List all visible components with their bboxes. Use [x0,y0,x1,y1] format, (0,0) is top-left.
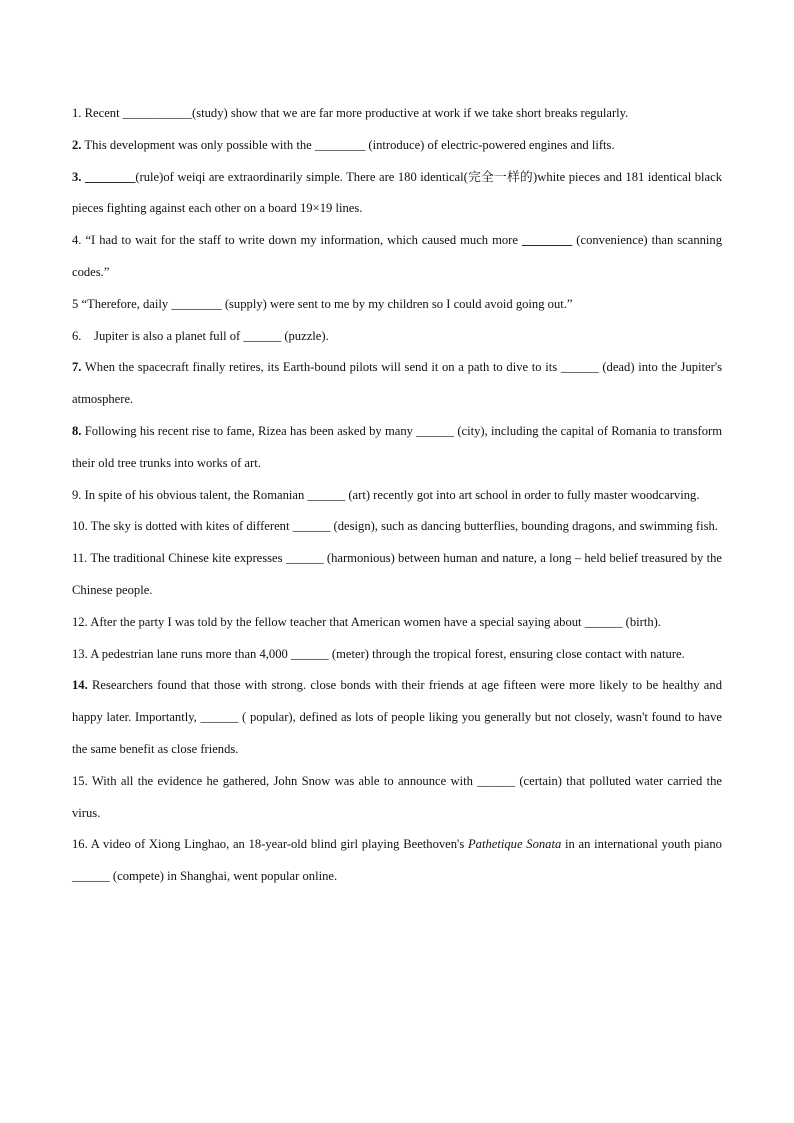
question-text: (harmonious) between human and nature, a long – held belief treasured by the Chinese people. [72,551,722,597]
question-text: (city), including the capital of Romania to transform their old tree trunks into works of art. [72,423,723,470]
question-11 [72,543,722,607]
question-number: 8. [72,423,82,438]
question-9 [72,480,722,512]
question-number: 12. [72,614,88,629]
question-text: (art) recently got into art school in order to fully master woodcarving. [345,487,700,502]
question-text: (design), such as dancing butterflies, bounding dragons, and swimming fish. [330,519,718,534]
question-text: (certain) that polluted water carried the virus. [72,773,723,820]
question-10 [72,511,722,543]
answer-blank[interactable]: ______ [477,773,515,788]
answer-blank[interactable]: ______ [200,710,239,725]
question-number: 5 [72,296,79,311]
question-text: The traditional Chinese kite expresses [90,551,286,566]
question-text: Researchers found that those with strong. close bonds with their friends at age fifteen were more likely to be healthy and happy later. Importantly, [72,678,722,725]
question-text: Following his recent rise to fame, Rizea has been asked by many [84,423,417,438]
answer-blank[interactable]: ______ [560,360,599,375]
question-text: (meter) through the tropical forest, ensuring close contact with nature. [328,646,685,661]
question-1 [72,98,722,130]
question-3 [72,162,722,226]
answer-blank[interactable]: ________ [314,137,366,152]
question-number: 7. [72,360,82,375]
answer-blank[interactable]: ______ [584,614,623,629]
work-title: Pathetique Sonata [467,837,562,852]
question-number: 11. [72,551,88,566]
question-text: A video of Xiong Linghao, an 18-year-old blind girl playing Beethoven's [90,837,468,852]
question-text: Recent [84,106,123,120]
question-16 [72,829,722,893]
question-text: (puzzle). [281,328,329,343]
question-text: (study) show that we are far more productive at work if we take short breaks regularly. [192,106,629,120]
question-4 [72,225,722,289]
question-8 [72,416,722,480]
question-text: “Therefore, daily [81,296,172,311]
question-number: 15. [72,773,88,788]
answer-blank[interactable]: ______ [290,646,329,661]
question-text: in an international youth piano [561,837,722,852]
question-text: “I had to wait for the staff to write down my information, which caused much more [85,233,522,248]
question-number: 4. [72,233,82,248]
answer-blank[interactable]: ______ [243,328,282,343]
question-text: ( popular), defined as lots of people liking you generally but not closely, wasn't found to have the same benefit as close friends. [72,710,722,756]
answer-blank[interactable]: ______ [285,551,324,566]
question-text: (convenience) than scanning codes.” [72,233,723,279]
question-text: A pedestrian lane runs more than 4,000 [90,646,291,661]
question-13 [72,639,722,671]
question-15 [72,766,722,830]
question-text: (rule)of weiqi are extraordinarily simple. There are 180 identical(完全一样的)white pieces and 181 identical black pieces fighting against each other on a board 19×19 lines. [72,169,722,216]
answer-blank[interactable]: ______ [292,519,331,534]
question-text: (dead) into the Jupiter's atmosphere. [72,360,723,407]
question-text: After the party I was told by the fellow teacher that American women have a special saying about [90,614,585,629]
question-text: (introduce) of electric-powered engines and lifts. [365,137,615,152]
question-6 [72,321,722,353]
answer-blank[interactable]: ______ [416,423,455,438]
question-text: When the spacecraft finally retires, its Earth-bound pilots will send it on a path to dive to its [84,360,561,375]
question-number: 10. [72,519,88,534]
question-7 [72,352,722,416]
question-text: In spite of his obvious talent, the Romanian [84,487,308,502]
question-5 [72,289,722,321]
question-number: 3. [72,169,82,184]
question-text: With all the evidence he gathered, John Snow was able to announce with [91,773,478,788]
question-text: The sky is dotted with kites of different [90,519,293,534]
question-text: (supply) were sent to me by my children so I could avoid going out.” [221,296,573,311]
question-number: 13. [72,646,88,661]
question-text: (compete) in Shanghai, went popular online. [109,869,338,884]
answer-blank[interactable]: ________ [84,169,136,184]
worksheet-page [72,98,722,893]
answer-blank[interactable]: ______ [307,487,346,502]
question-text: This development was only possible with the [84,137,315,152]
question-number: 1. [72,106,82,120]
question-number: 14. [72,678,88,693]
question-text: (birth). [622,614,661,629]
question-2 [72,130,722,162]
question-number: 6. [72,328,82,343]
answer-blank[interactable]: ________ [521,233,573,248]
answer-blank[interactable]: ___________ [122,106,192,120]
question-12 [72,607,722,639]
question-number: 9. [72,487,82,502]
question-text: Jupiter is also a planet full of [81,328,244,343]
question-number: 16. [72,837,88,852]
question-number: 2. [72,137,82,152]
answer-blank[interactable]: ______ [72,869,110,884]
question-14 [72,670,722,765]
answer-blank[interactable]: ________ [171,296,222,311]
